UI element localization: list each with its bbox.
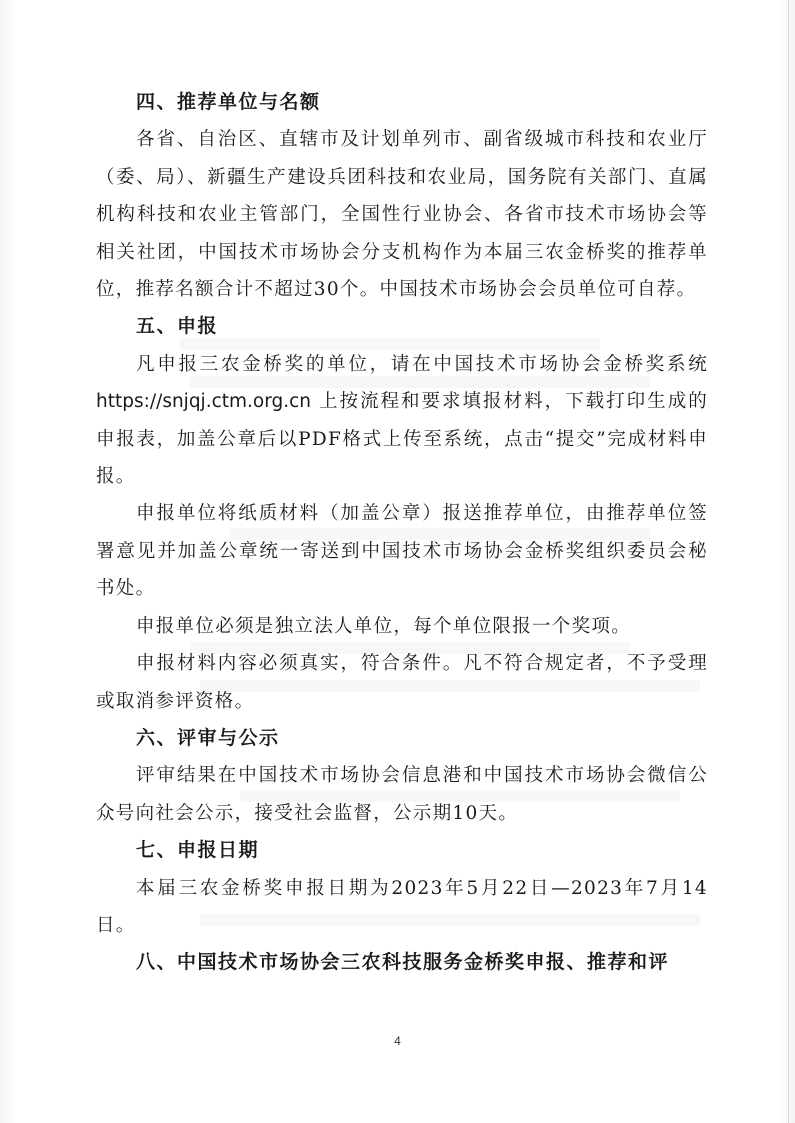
section-7-paragraph: 本届三农金桥奖申报日期为2023年5月22日—2023年7月14日。	[96, 877, 708, 936]
section-6-heading: 六、评审与公示	[136, 726, 280, 749]
section-5-paragraph-2: 申报单位将纸质材料（加盖公章）报送推荐单位，由推荐单位签署意见并加盖公章统一寄送到中国技术市场协会金桥奖组织委员会秘书处。	[96, 503, 708, 600]
section-5-paragraph-1	[96, 346, 708, 496]
section-8-heading: 八、中国技术市场协会三农科技服务金桥奖申报、推荐和评	[136, 951, 670, 974]
section-6-paragraph: 评审结果在中国技术市场协会信息港和中国技术市场协会微信公众号向社会公示，接受社会监督，公示期10天。	[96, 765, 708, 824]
document-body	[96, 84, 708, 982]
section-7-heading: 七、申报日期	[136, 839, 260, 862]
page-number: 4	[394, 1034, 401, 1048]
section-5-paragraph-1-end: 上按流程和要求填报材料，下载打印生成的申报表，加盖公章后以PDF格式上传至系统，点击“提交”完成材料申报。	[96, 391, 709, 488]
section-4-paragraph: 各省、自治区、直辖市及计划单列市、副省级城市科技和农业厅（委、局）、新疆生产建设兵团科技和农业局，国务院有关部门、直属机构科技和农业主管部门，全国性行业协会、各省市技术市场协会等相关社团，中国技术市场协会分支机构作为本届三农金桥奖的推荐单位，推荐名额合计不超过30个。中国技术市场协会会员单位可自荐。	[96, 129, 708, 301]
section-5-heading: 五、申报	[136, 315, 219, 338]
section-5-paragraph-3: 申报单位必须是独立法人单位，每个单位限报一个奖项。	[136, 615, 632, 637]
section-5-paragraph-1-start: 凡申报三农金桥奖的单位，请在中国技术市场协会金桥奖系统	[136, 353, 708, 375]
section-5-paragraph-4: 申报材料内容必须真实，符合条件。凡不符合规定者，不予受理或取消参评资格。	[96, 653, 708, 712]
system-url: https://snjqj.ctm.org.cn	[96, 391, 312, 413]
section-4-heading: 四、推荐单位与名额	[136, 91, 321, 113]
